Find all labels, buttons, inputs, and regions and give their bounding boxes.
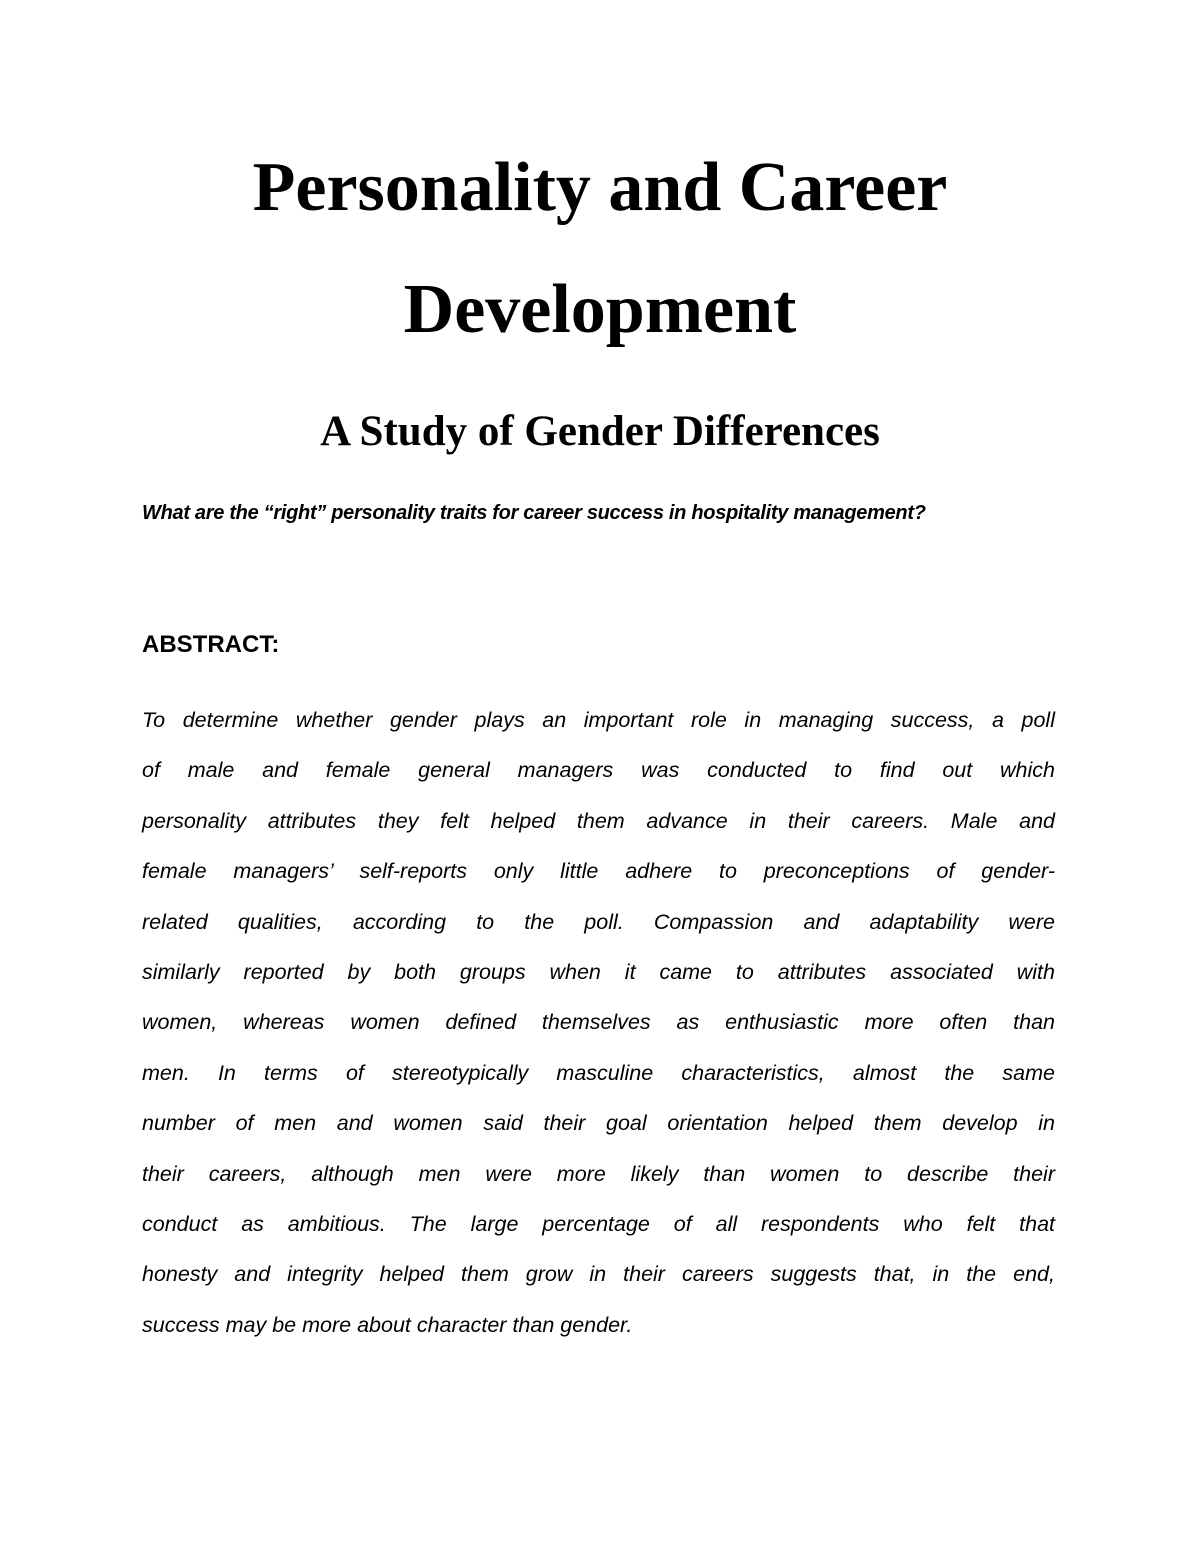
- abstract-line: female managers’ self-reports only little adhere to preconceptions of gender-: [142, 859, 1055, 884]
- abstract-line: number of men and women said their goal orientation helped them develop in: [142, 1111, 1055, 1136]
- abstract-line: conduct as ambitious. The large percentage of all respondents who felt that: [142, 1211, 1055, 1236]
- abstract-line: related qualities, according to the poll. Compassion and adaptability were: [142, 909, 1055, 934]
- document-title-line-1: Personality and Career: [252, 149, 948, 226]
- abstract-line: honesty and integrity helped them grow in their careers suggests that, in the end,: [142, 1262, 1055, 1287]
- abstract-body: [142, 695, 1055, 1350]
- document-subtitle: A Study of Gender Differences: [320, 408, 880, 455]
- abstract-line: women, whereas women defined themselves as enthusiastic more often than: [142, 1010, 1055, 1035]
- abstract-line: To determine whether gender plays an important role in managing success, a poll: [142, 708, 1055, 732]
- research-question: What are the “right” personality traits for career success in hospitality management?: [142, 502, 926, 524]
- abstract-line: personality attributes they felt helped them advance in their careers. Male and: [142, 808, 1055, 833]
- document-title-line-2: Development: [403, 271, 797, 348]
- abstract-heading: ABSTRACT:: [142, 631, 280, 658]
- abstract-line: men. In terms of stereotypically masculine characteristics, almost the same: [142, 1060, 1055, 1085]
- abstract-line: success may be more about character than gender.: [142, 1312, 633, 1337]
- abstract-line: their careers, although men were more likely than women to describe their: [142, 1161, 1055, 1186]
- abstract-line: similarly reported by both groups when it came to attributes associated with: [142, 959, 1055, 984]
- abstract-line: of male and female general managers was conducted to find out which: [142, 758, 1055, 783]
